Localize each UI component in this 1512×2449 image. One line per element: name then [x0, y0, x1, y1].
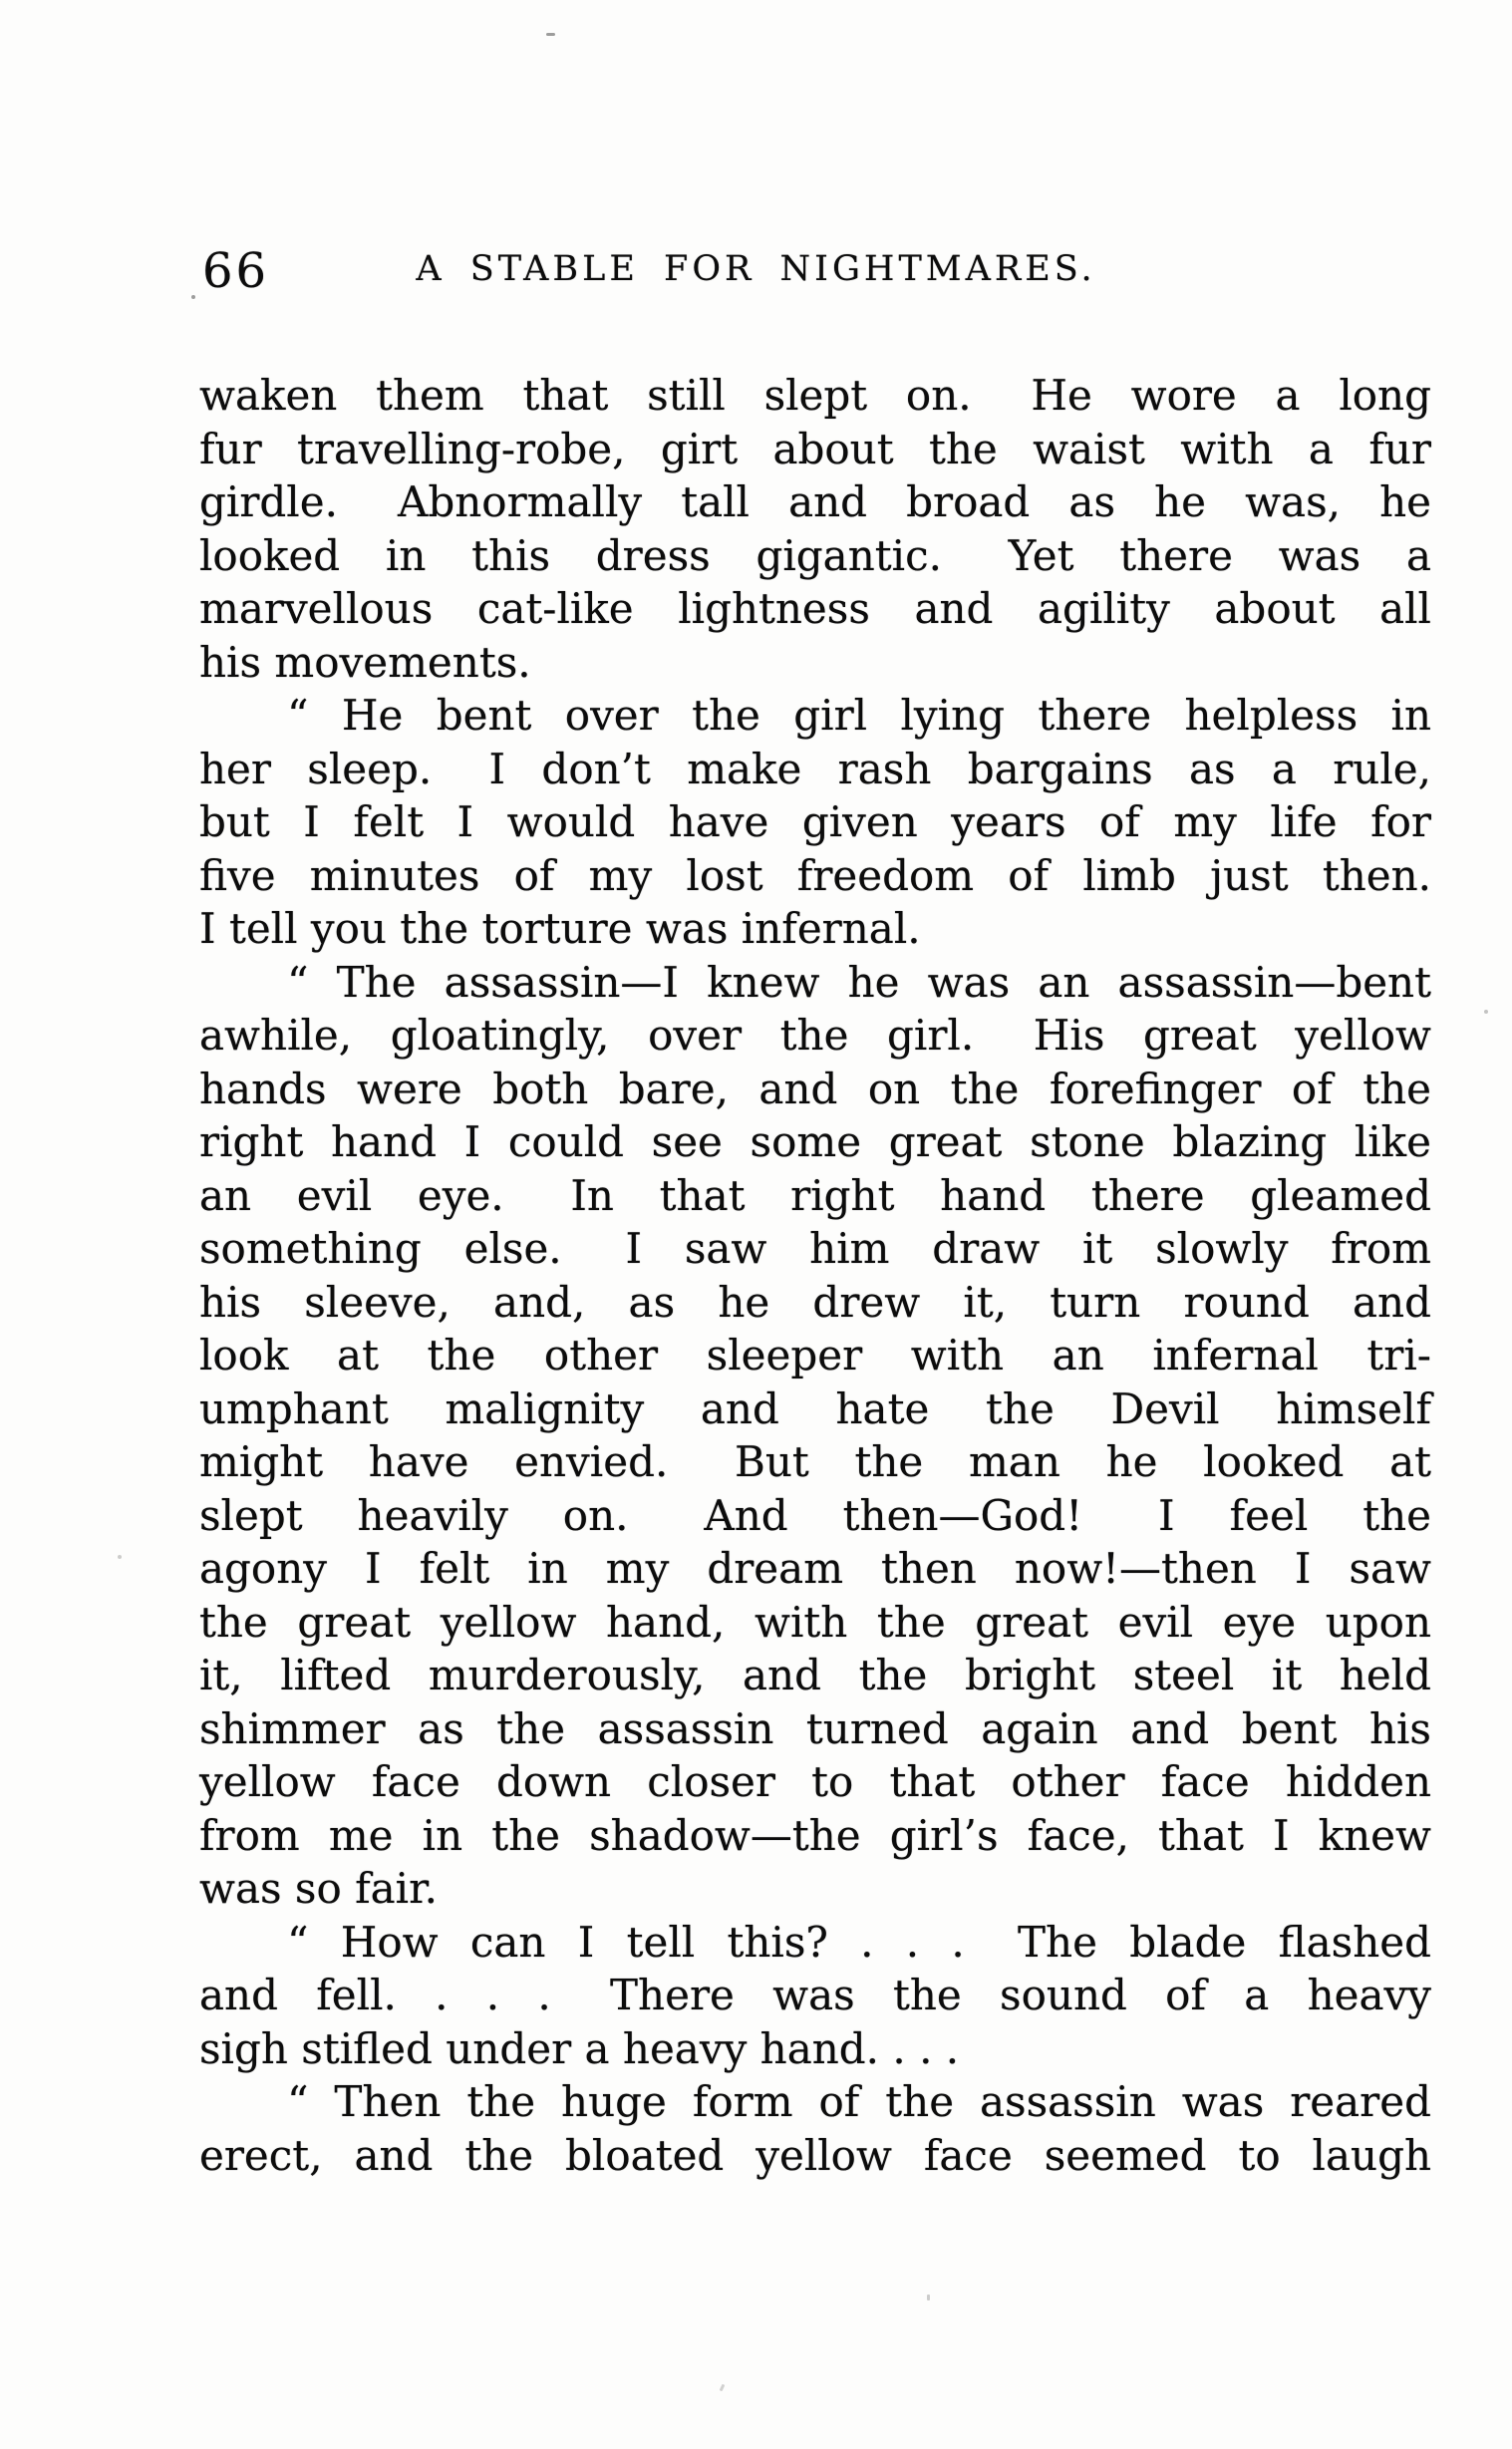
- text-line: his movements.: [199, 637, 531, 687]
- scan-speck: [118, 1555, 122, 1559]
- scan-speck: [1484, 1010, 1488, 1014]
- text-line: slept heavily on. And then—God! I feel the: [199, 1490, 1431, 1540]
- text-line: shimmer as the assassin turned again and bent his: [199, 1703, 1431, 1753]
- scan-speck: [720, 2384, 726, 2392]
- text-line: umphant malignity and hate the Devil himself: [199, 1383, 1431, 1433]
- text-line: “ The assassin—I knew he was an assassin—bent: [287, 957, 1431, 1007]
- text-line: agony I felt in my dream then now!—then I saw: [199, 1544, 1431, 1593]
- text-line: and fell. . . . There was the sound of a heavy: [199, 1971, 1431, 2019]
- text-line: sigh stifled under a heavy hand. . . .: [199, 2023, 960, 2073]
- scan-speck: [191, 295, 195, 299]
- scan-speck: [927, 2295, 930, 2300]
- text-line: awhile, gloatingly, over the girl. His great yellow: [199, 1011, 1431, 1060]
- text-line: marvellous cat-like lightness and agility about all: [199, 584, 1431, 633]
- text-line: his sleeve, and, as he drew it, turn round and: [199, 1277, 1431, 1327]
- body-text: [199, 369, 1431, 2182]
- text-line: hands were both bare, and on the forefinger of the: [199, 1064, 1431, 1113]
- text-line: looked in this dress gigantic. Yet there was a: [199, 530, 1431, 580]
- page-header: [0, 243, 1512, 303]
- text-line: right hand I could see some great stone blazing like: [199, 1117, 1431, 1166]
- text-line: look at the other sleeper with an infernal tri-: [199, 1331, 1431, 1379]
- text-line: an evil eye. In that right hand there gleamed: [199, 1170, 1431, 1220]
- text-line: might have envied. But the man he looked at: [199, 1437, 1431, 1486]
- text-line: her sleep. I don’t make rash bargains as a rule,: [199, 744, 1431, 793]
- text-line: was so fair.: [199, 1864, 438, 1913]
- text-line: from me in the shadow—the girl’s face, that I knew: [199, 1810, 1431, 1860]
- text-line: “ How can I tell this? . . . The blade flashed: [287, 1917, 1431, 1967]
- text-line: the great yellow hand, with the great evil eye upon: [199, 1597, 1431, 1647]
- text-line: “ Then the huge form of the assassin was reared: [287, 2077, 1431, 2126]
- text-line: it, lifted murderously, and the bright steel it held: [199, 1651, 1431, 1699]
- text-line: erect, and the bloated yellow face seemed to laugh: [199, 2130, 1431, 2180]
- text-line: yellow face down closer to that other face hidden: [199, 1757, 1431, 1806]
- running-title: A STABLE FOR NIGHTMARES.: [416, 249, 1096, 289]
- text-line: girdle. Abnormally tall and broad as he was, he: [199, 477, 1431, 526]
- text-line: I tell you the torture was infernal.: [199, 904, 921, 953]
- page-number: 66: [202, 243, 270, 299]
- text-line: something else. I saw him draw it slowly from: [199, 1224, 1431, 1273]
- text-line: fur travelling-robe, girt about the waist with a fur: [199, 424, 1431, 473]
- text-line: “ He bent over the girl lying there helpless in: [287, 691, 1431, 740]
- text-line: five minutes of my lost freedom of limb just then.: [199, 850, 1431, 900]
- scan-speck: [546, 33, 555, 36]
- text-line: waken them that still slept on. He wore a long: [199, 371, 1431, 420]
- text-line: but I felt I would have given years of my life for: [199, 797, 1431, 846]
